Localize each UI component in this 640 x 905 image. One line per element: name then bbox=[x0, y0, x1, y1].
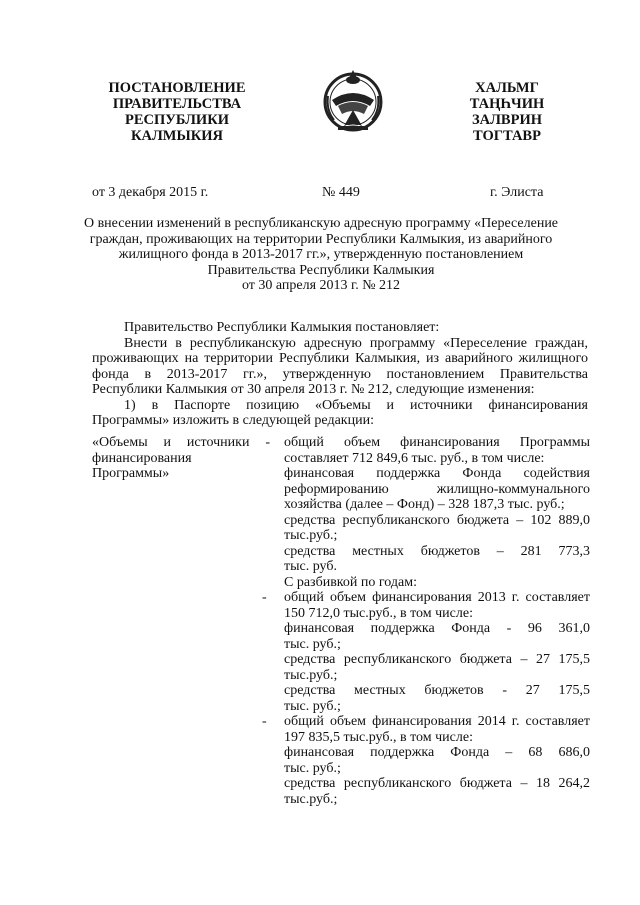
entry-line: общий объем финансирования 2013 г. составляет bbox=[284, 590, 590, 605]
financing-2014-entry bbox=[262, 714, 590, 807]
decree-date: от 3 декабря 2015 г. bbox=[92, 185, 209, 200]
title-line: от 30 апреля 2013 г. № 212 bbox=[241, 278, 401, 293]
entry-line: 150 712,0 тыс.руб., в том числе: bbox=[284, 605, 473, 621]
entry-line: финансовая поддержка Фонда - 96 361,0 bbox=[284, 621, 590, 636]
entry-line: средства республиканского бюджета – 102 889,0 bbox=[284, 512, 590, 528]
entry-line: тыс.руб.; bbox=[284, 791, 338, 807]
decree-body bbox=[92, 320, 588, 429]
entry-line: финансовая поддержка Фонда – 68 686,0 bbox=[284, 745, 590, 760]
entry-line: 197 835,5 тыс.руб., в том числе: bbox=[284, 729, 473, 745]
entry-line: средства республиканского бюджета – 18 264,2 bbox=[284, 776, 590, 791]
decree-city: г. Элиста bbox=[490, 185, 544, 200]
title-line: О внесении изменений в республиканскую адресную программу «Переселение bbox=[83, 216, 559, 231]
issuer-line: ХАЛЬМГ bbox=[475, 80, 539, 96]
entry-line: общий объем финансирования Программы bbox=[284, 435, 590, 450]
entry-line: тыс.руб.; bbox=[284, 667, 338, 683]
decree-statement: Правительство Республики Калмыкия постановляет: bbox=[124, 320, 440, 335]
issuer-line: ПОСТАНОВЛЕНИЕ bbox=[108, 80, 246, 96]
coat-of-arms-graphic bbox=[320, 66, 386, 136]
title-line: граждан, проживающих на территории Республики Калмыкия, из аварийного bbox=[89, 231, 553, 247]
issuer-line: ТОГТАВР bbox=[473, 128, 541, 144]
entry-line: финансовая поддержка Фонда содействия bbox=[284, 466, 590, 481]
issuer-line: ПРАВИТЕЛЬСТВА bbox=[112, 96, 242, 112]
item-line: Программы» изложить в следующей редакции: bbox=[92, 413, 374, 428]
paragraph-line: Республики Калмыкия от 30 апреля 2013 г. № 212, следующие изменения: bbox=[92, 382, 535, 397]
position-label-line: «Объемы и источники - bbox=[92, 435, 270, 450]
entry-line: С разбивкой по годам: bbox=[284, 574, 417, 590]
passport-position-content bbox=[262, 435, 590, 807]
issuer-title-russian bbox=[92, 80, 262, 144]
paragraph-line: фонда в 2013-2017 гг.», утвержденную постановлением Правительства bbox=[92, 366, 588, 382]
decree-number: № 449 bbox=[322, 185, 360, 200]
list-dash: - bbox=[262, 590, 267, 605]
entry-line: тыс. руб.; bbox=[284, 760, 341, 776]
issuer-title-kalmyk bbox=[452, 80, 562, 144]
entry-line: тыс. руб. bbox=[284, 559, 337, 574]
entry-line: тыс. руб.; bbox=[284, 636, 341, 652]
issuer-line: РЕСПУБЛИКИ bbox=[124, 112, 230, 128]
position-label-line: Программы» bbox=[92, 466, 170, 481]
decree-title bbox=[82, 216, 560, 294]
entry-line: средства местных бюджетов – 281 773,3 bbox=[284, 543, 590, 559]
financing-total-entry bbox=[262, 435, 590, 590]
title-line: жилищного фонда в 2013-2017 гг.», утвержденную постановлением bbox=[118, 247, 524, 262]
position-label-line: финансирования bbox=[92, 450, 192, 466]
entry-line: хозяйства (далее – Фонд) – 328 187,3 тыс. руб.; bbox=[284, 497, 565, 512]
passport-position-label bbox=[92, 435, 270, 482]
entry-line: средства республиканского бюджета – 27 175,5 bbox=[284, 652, 590, 667]
paragraph-line: Внести в республиканскую адресную программу «Переселение граждан, bbox=[124, 335, 588, 351]
item-line: 1) в Паспорте позицию «Объемы и источники финансирования bbox=[124, 397, 588, 413]
kalmykia-coat-of-arms-icon bbox=[320, 66, 386, 136]
issuer-line: ТАҢҺЧИН bbox=[469, 96, 545, 112]
paragraph-line: проживающих на территории Республики Калмыкия, из аварийного жилищного bbox=[92, 351, 588, 366]
entry-line: реформированию жилищно-коммунального bbox=[284, 481, 590, 497]
issuer-line: ЗАЛВРИН bbox=[471, 112, 542, 128]
list-dash: - bbox=[262, 714, 267, 729]
entry-line: тыс.руб.; bbox=[284, 528, 338, 543]
entry-line: средства местных бюджетов - 27 175,5 bbox=[284, 683, 590, 698]
entry-line: тыс. руб.; bbox=[284, 698, 341, 714]
entry-line: общий объем финансирования 2014 г. составляет bbox=[284, 714, 590, 729]
title-line: Правительства Республики Калмыкия bbox=[207, 262, 435, 278]
issuer-line: КАЛМЫКИЯ bbox=[131, 128, 223, 144]
financing-2013-entry bbox=[262, 590, 590, 714]
entry-line: составляет 712 849,6 тыс. руб., в том числе: bbox=[284, 450, 545, 466]
